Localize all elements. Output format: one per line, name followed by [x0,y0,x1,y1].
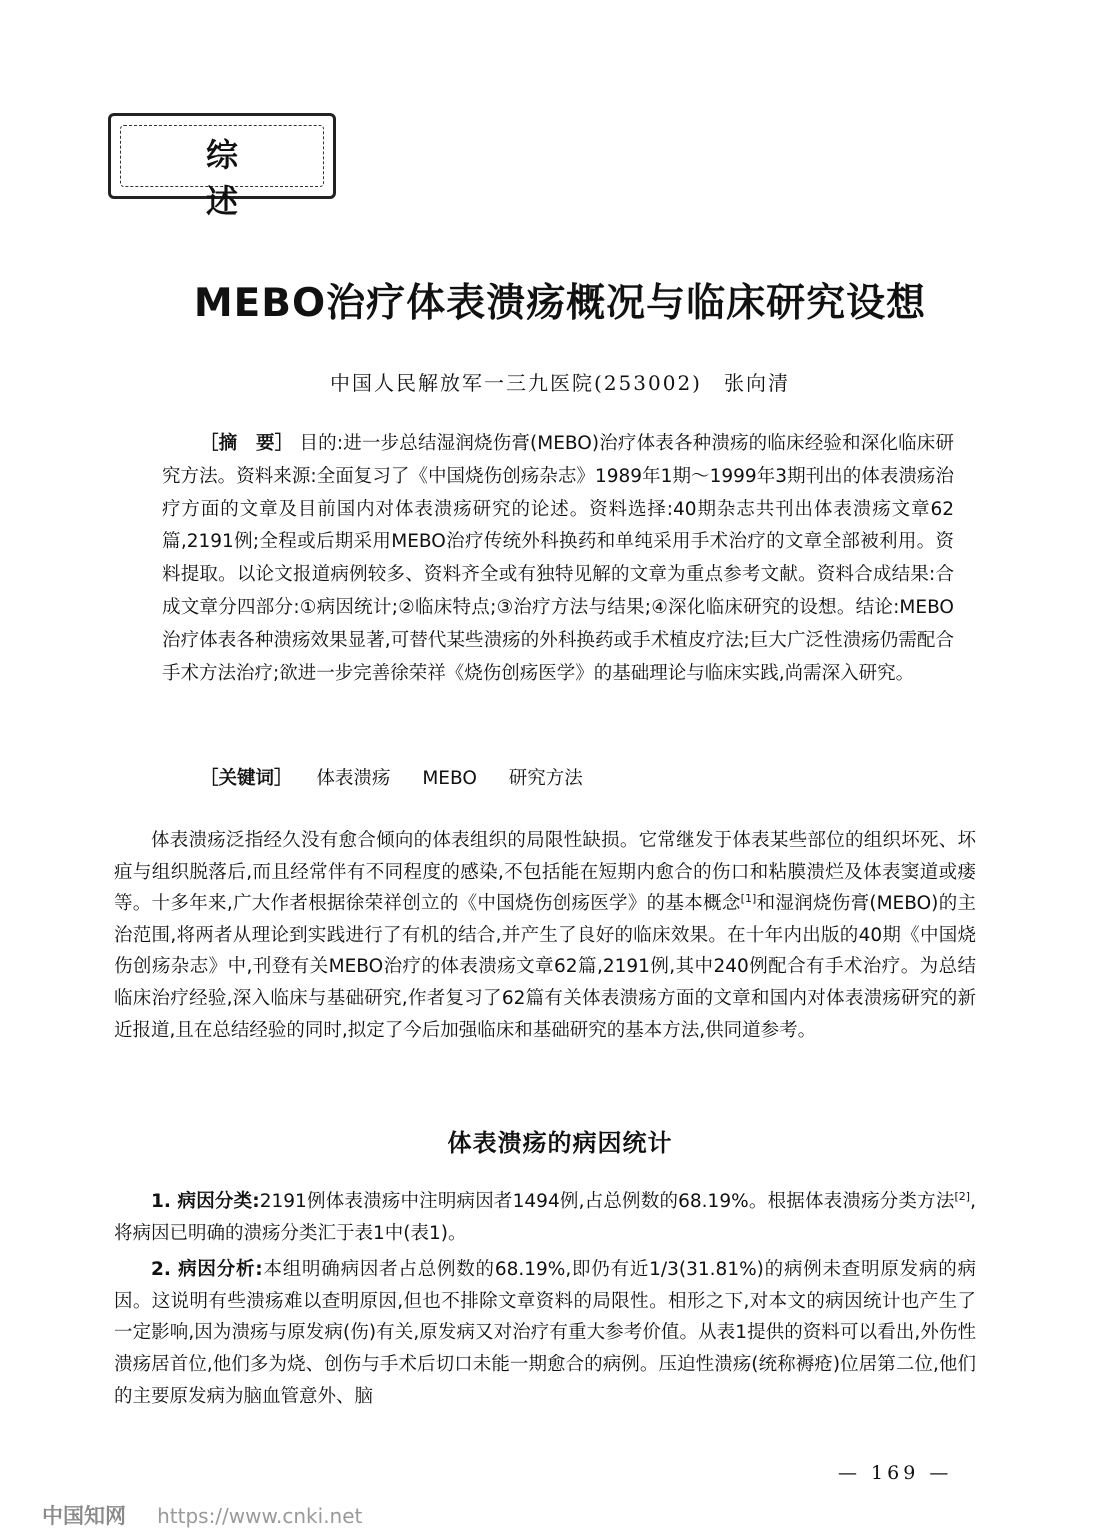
keyword-item: 研究方法 [508,768,583,789]
paragraph-cause-analysis [114,1254,976,1412]
page-number: — 169 — [838,1462,953,1484]
subheading: 1. 病因分类: [151,1191,260,1212]
keyword-item: MEBO [422,768,477,789]
citation-ref: [2] [954,1189,971,1203]
section-label: 综 述 [205,136,292,220]
intro-text-1: 体表溃疡泛指经久没有愈合倾向的体表组织的局限性缺损。它常继发于体表某些部位的组织坏死、坏疽与组织脱落后,而且经常伴有不同程度的感染,不包括能在短期内愈合的伤口和粘膜溃烂及体表窦道或瘘等。十多年来,广大作者根据徐荣祥创立的《中国烧伤创疡医学》的基本概念 [114,830,976,915]
paragraph-text: 2191例体表溃疡中注明病因者1494例,占总例数的68.19%。根据体表溃疡分类方法 [259,1191,955,1212]
paragraph-text: ,将病因已明确的溃疡分类汇于表1中(表1)。 [114,1191,976,1244]
section-body [114,1186,976,1417]
footer-url: https://www.cnki.net [157,1504,363,1528]
section-type-box [108,113,336,220]
footer-watermark [42,1500,362,1530]
subheading: 2. 病因分析: [151,1259,263,1281]
paragraph-text: 本组明确病因者占总例数的68.19%,即仍有近1/3(31.81%)的病例未查明原发病的病因。这说明有些溃疡难以查明原因,但也不排除文章资料的局限性。相形之下,对本文的病因统计也产生了一定影响,因为溃疡与原发病(伤)有关,原发病又对治疗有重大参考价值。从表1提供的资料可以看出,外伤性溃疡居首位,他们多为烧、创伤与手术后切口未能一期愈合的病例。压迫性溃疡(统称褥疮)位居第二位,他们的主要原发病为脑血管意外、脑 [114,1259,976,1407]
section-heading: 体表溃疡的病因统计 [447,1129,673,1157]
citation-ref: [1] [740,892,757,906]
intro-paragraph [114,825,976,1046]
keywords-label: ［关键词］ [200,768,293,789]
keyword-item: 体表溃疡 [316,768,391,789]
cnki-logo: 中国知网 [42,1504,126,1528]
author-affiliation: 中国人民解放军一三九医院(253002) 张向清 [330,371,790,395]
abstract-label: ［摘 要］ [200,433,294,454]
article-title: MEBO治疗体表溃疡概况与临床研究设想 [193,281,927,326]
intro-text-2: 和湿润烧伤膏(MEBO)的主治范围,将两者从理论到实践进行了有机的结合,并产生了良好的临床效果。在十年内出版的40期《中国烧伤创疡杂志》中,刊登有关MEBO治疗的体表溃疡文章62篇,2191例,其中240例配合有手术治疗。为总结临床治疗经验,深入临床与基础研究,作者复习了62篇有关体表溃疡方面的文章和国内对体表溃疡研究的新近报道,且在总结经验的同时,拟定了今后加强临床和基础研究的基本方法,供同道参考。 [114,893,977,1041]
abstract-text: 目的:进一步总结湿润烧伤膏(MEBO)治疗体表各种溃疡的临床经验和深化临床研究方法。资料来源:全面复习了《中国烧伤创疡杂志》1989年1期～1999年3期刊出的体表溃疡治疗方面的文章及目前国内对体表溃疡研究的论述。资料选择:40期杂志共刊出体表溃疡文章62篇,2191例;全程或后期采用MEBO治疗传统外科换药和单纯采用手术治疗的文章全部被利用。资料提取。以论文报道病例较多、资料齐全或有独特见解的文章为重点参考文献。资料合成结果:合成文章分四部分:①病因统计;②临床特点;③治疗方法与结果;④深化临床研究的设想。结论:MEBO治疗体表各种溃疡效果显著,可替代某些溃疡的外科换药或手术植皮疗法;巨大广泛性溃疡仍需配合手术方法治疗;欲进一步完善徐荣祥《烧伤创疡医学》的基础理论与临床实践,尚需深入研究。 [162,433,954,684]
paragraph-cause-classification [114,1186,976,1249]
abstract [162,428,954,690]
keywords [200,763,960,795]
